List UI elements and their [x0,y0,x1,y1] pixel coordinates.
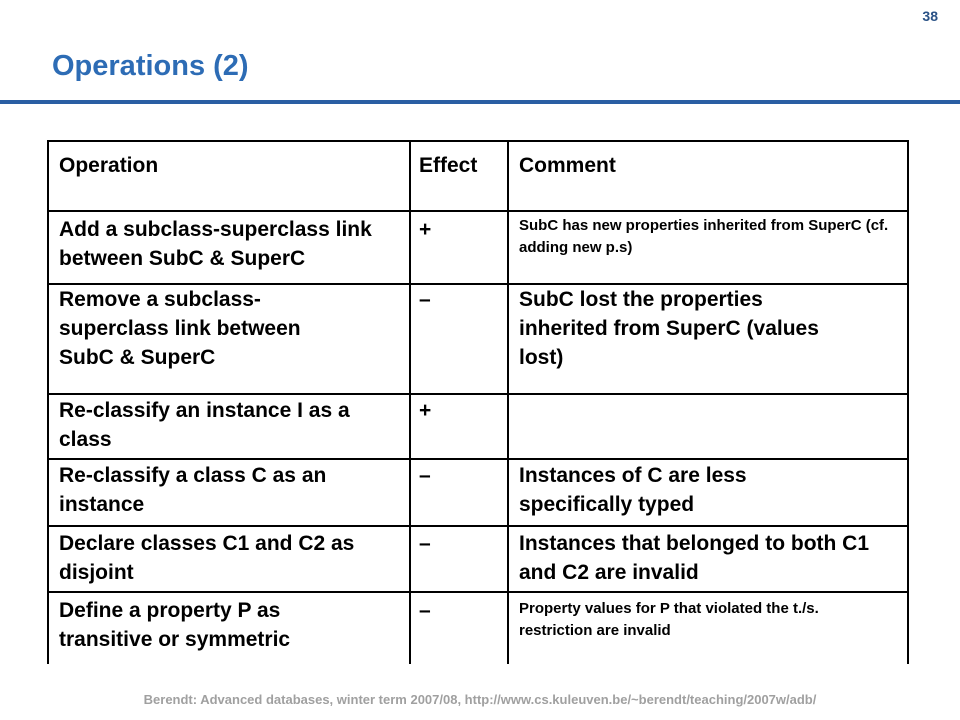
row2-operation: Remove a subclass-superclass link between SubC & SuperC [59,288,301,369]
row1-comment: SubC has new properties inherited from SuperC (cf. adding new p.s) [519,217,889,256]
operations-table [47,140,909,664]
title-divider [0,100,960,104]
row1-effect: + [419,218,432,241]
row5-effect: – [419,532,431,555]
table-border-left [47,140,49,664]
row2-comment: SubC lost the properties inherited from SuperC (values lost) [519,288,819,369]
table-row-divider [47,591,909,593]
row6-comment: Property values for P that violated the t./s. restriction are invalid [519,600,819,639]
table-border-top [47,140,909,142]
row6-effect: – [419,599,431,622]
table-row-divider [47,210,909,212]
row4-effect: – [419,464,431,487]
row5-operation: Declare classes C1 and C2 as disjoint [59,532,355,584]
row3-operation: Re-classify an instance I as a class [59,399,350,451]
table-row-divider [47,458,909,460]
row1-operation: Add a subclass-superclass link between SubC & SuperC [59,218,372,270]
page-title: Operations (2) [52,50,249,82]
slide-number: 38 [922,8,938,24]
row4-operation: Re-classify a class C as an instance [59,464,327,516]
header-operation: Operation [59,154,159,177]
footer-citation: Berendt: Advanced databases, winter term 2007/08, http://www.cs.kuleuven.be/~berendt/teaching/2007w/adb/ [143,692,817,707]
table-row-divider [47,393,909,395]
row4-comment: Instances of C are less specifically typed [519,464,747,516]
header-comment: Comment [519,154,616,177]
row3-effect: + [419,399,432,422]
table-row-divider [47,525,909,527]
table-border-right [907,140,909,664]
row2-effect: – [419,288,431,311]
row6-operation: Define a property P as transitive or symmetric [59,599,291,651]
table-divider-col2 [507,140,509,664]
header-effect: Effect [419,154,478,177]
table-divider-col1 [409,140,411,664]
row5-comment: Instances that belonged to both C1 and C2 are invalid [519,532,870,584]
